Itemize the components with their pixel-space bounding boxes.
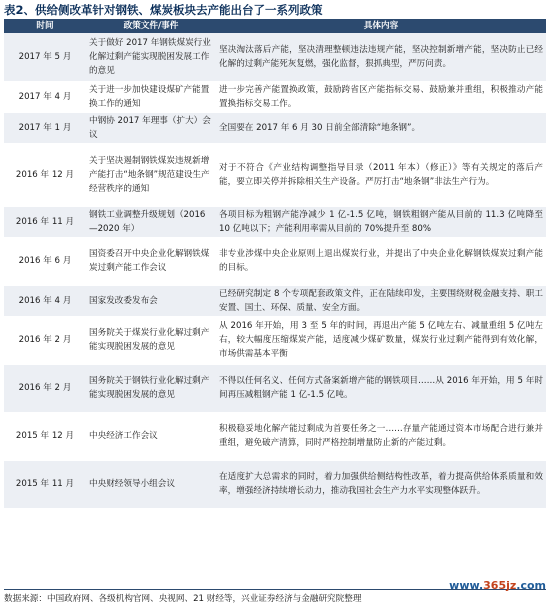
row-content: 在适度扩大总需求的同时，着力加强供给侧结构性改革，着力提高供给体系质量和效率，增强经济持续增长动力，推动我国社会生产力水平实现整体跃升。 bbox=[216, 460, 546, 508]
watermark-prefix: www. bbox=[449, 579, 484, 592]
watermark-main: 365jz bbox=[483, 579, 517, 592]
header-document: 政策文件/事件 bbox=[86, 19, 216, 33]
row-content: 从 2016 年开始，用 3 至 5 年的时间，再退出产能 5 亿吨左右、减量重组 5 亿吨左右，较大幅度压缩煤炭产能，适度减少煤矿数量，煤炭行业过剩产能得到有效化解，市场供需基本平衡 bbox=[216, 316, 546, 364]
header-time: 时间 bbox=[4, 19, 86, 33]
row-time: 2015 年 12 月 bbox=[4, 412, 86, 460]
row-content: 已经研究制定 8 个专项配套政策文件，正在陆续印发，主要围绕财税金融支持、职工安置、国土、环保、质量、安全方面。 bbox=[216, 285, 546, 316]
row-time: 2017 年 4 月 bbox=[4, 81, 86, 112]
table-row bbox=[4, 316, 546, 364]
source-note: 数据来源：中国政府网、各级机构官网、央视网、21 财经等，兴业证券经济与金融研究院整理 bbox=[4, 594, 362, 604]
row-document: 中央经济工作会议 bbox=[86, 412, 216, 460]
table-row bbox=[4, 237, 546, 285]
table-row bbox=[4, 460, 546, 508]
table-row bbox=[4, 285, 546, 316]
site-watermark bbox=[449, 579, 546, 592]
table-row bbox=[4, 112, 546, 143]
row-content: 不得以任何名义、任何方式备案新增产能的钢铁项目……从 2016 年开始，用 5 年时间再压减粗钢产能 1 亿-1.5 亿吨。 bbox=[216, 364, 546, 412]
watermark-suffix: .com bbox=[516, 579, 546, 592]
row-document: 关于做好 2017 年钢铁煤炭行业化解过剩产能实现脱困发展工作的意见 bbox=[86, 33, 216, 81]
row-document: 钢铁工业调整升级规划（2016—2020 年） bbox=[86, 206, 216, 237]
row-time: 2016 年 2 月 bbox=[4, 316, 86, 364]
row-document: 国家发改委发布会 bbox=[86, 285, 216, 316]
policy-table bbox=[4, 19, 546, 509]
table-row bbox=[4, 143, 546, 206]
table-row bbox=[4, 81, 546, 112]
row-document: 国务院关于煤炭行业化解过剩产能实现脱困发展的意见 bbox=[86, 316, 216, 364]
table-row bbox=[4, 33, 546, 81]
row-content: 坚决淘汰落后产能，坚决清理整顿违法违规产能，坚决控制新增产能，坚决防止已经化解的过剩产能死灰复燃，强化监督，狠抓典型，严厉问责。 bbox=[216, 33, 546, 81]
row-document: 国务院关于钢铁行业化解过剩产能实现脱困发展的意见 bbox=[86, 364, 216, 412]
row-time: 2016 年 12 月 bbox=[4, 143, 86, 206]
table-row bbox=[4, 206, 546, 237]
row-time: 2017 年 5 月 bbox=[4, 33, 86, 81]
row-time: 2016 年 2 月 bbox=[4, 364, 86, 412]
row-time: 2016 年 11 月 bbox=[4, 206, 86, 237]
row-time: 2016 年 6 月 bbox=[4, 237, 86, 285]
row-document: 关于进一步加快建设煤矿产能置换工作的通知 bbox=[86, 81, 216, 112]
row-document: 国资委召开中央企业化解钢铁煤炭过剩产能工作会议 bbox=[86, 237, 216, 285]
row-document: 中央财经领导小组会议 bbox=[86, 460, 216, 508]
table-row bbox=[4, 364, 546, 412]
row-content: 对于不符合《产业结构调整指导目录（2011 年本）（修正）》等有关规定的落后产能，要立即关停并拆除相关生产设备。严厉打击“地条钢”非法生产行为。 bbox=[216, 143, 546, 206]
row-content: 积极稳妥地化解产能过剩成为首要任务之一……存量产能通过资本市场配合进行兼并重组，避免破产清算，同时严格控制增量防止新的产能过剩。 bbox=[216, 412, 546, 460]
row-content: 非专业涉煤中央企业原则上退出煤炭行业，并提出了中央企业化解钢铁煤炭过剩产能的目标。 bbox=[216, 237, 546, 285]
row-content: 各项目标为粗钢产能净减少 1 亿-1.5 亿吨，钢铁粗钢产能从目前的 11.3 亿吨降至 10 亿吨以下；产能利用率需从目前的 70%提升至 80% bbox=[216, 206, 546, 237]
row-document: 关于坚决遏制钢铁煤炭违规新增产能打击“地条钢”规范建设生产经营秩序的通知 bbox=[86, 143, 216, 206]
row-content: 进一步完善产能置换政策，鼓励跨省区产能指标交易、鼓励兼并重组，积极推动产能置换指标交易工作。 bbox=[216, 81, 546, 112]
row-time: 2016 年 4 月 bbox=[4, 285, 86, 316]
table-row bbox=[4, 412, 546, 460]
row-time: 2015 年 11 月 bbox=[4, 460, 86, 508]
row-content: 全国要在 2017 年 6 月 30 日前全部清除“地条钢”。 bbox=[216, 112, 546, 143]
table-title: 表2、供给侧改革针对钢铁、煤炭板块去产能出台了一系列政策 bbox=[4, 3, 323, 17]
row-time: 2017 年 1 月 bbox=[4, 112, 86, 143]
header-content: 具体内容 bbox=[216, 19, 546, 33]
table-header-row bbox=[4, 19, 546, 33]
row-document: 中钢协 2017 年理事（扩大）会议 bbox=[86, 112, 216, 143]
